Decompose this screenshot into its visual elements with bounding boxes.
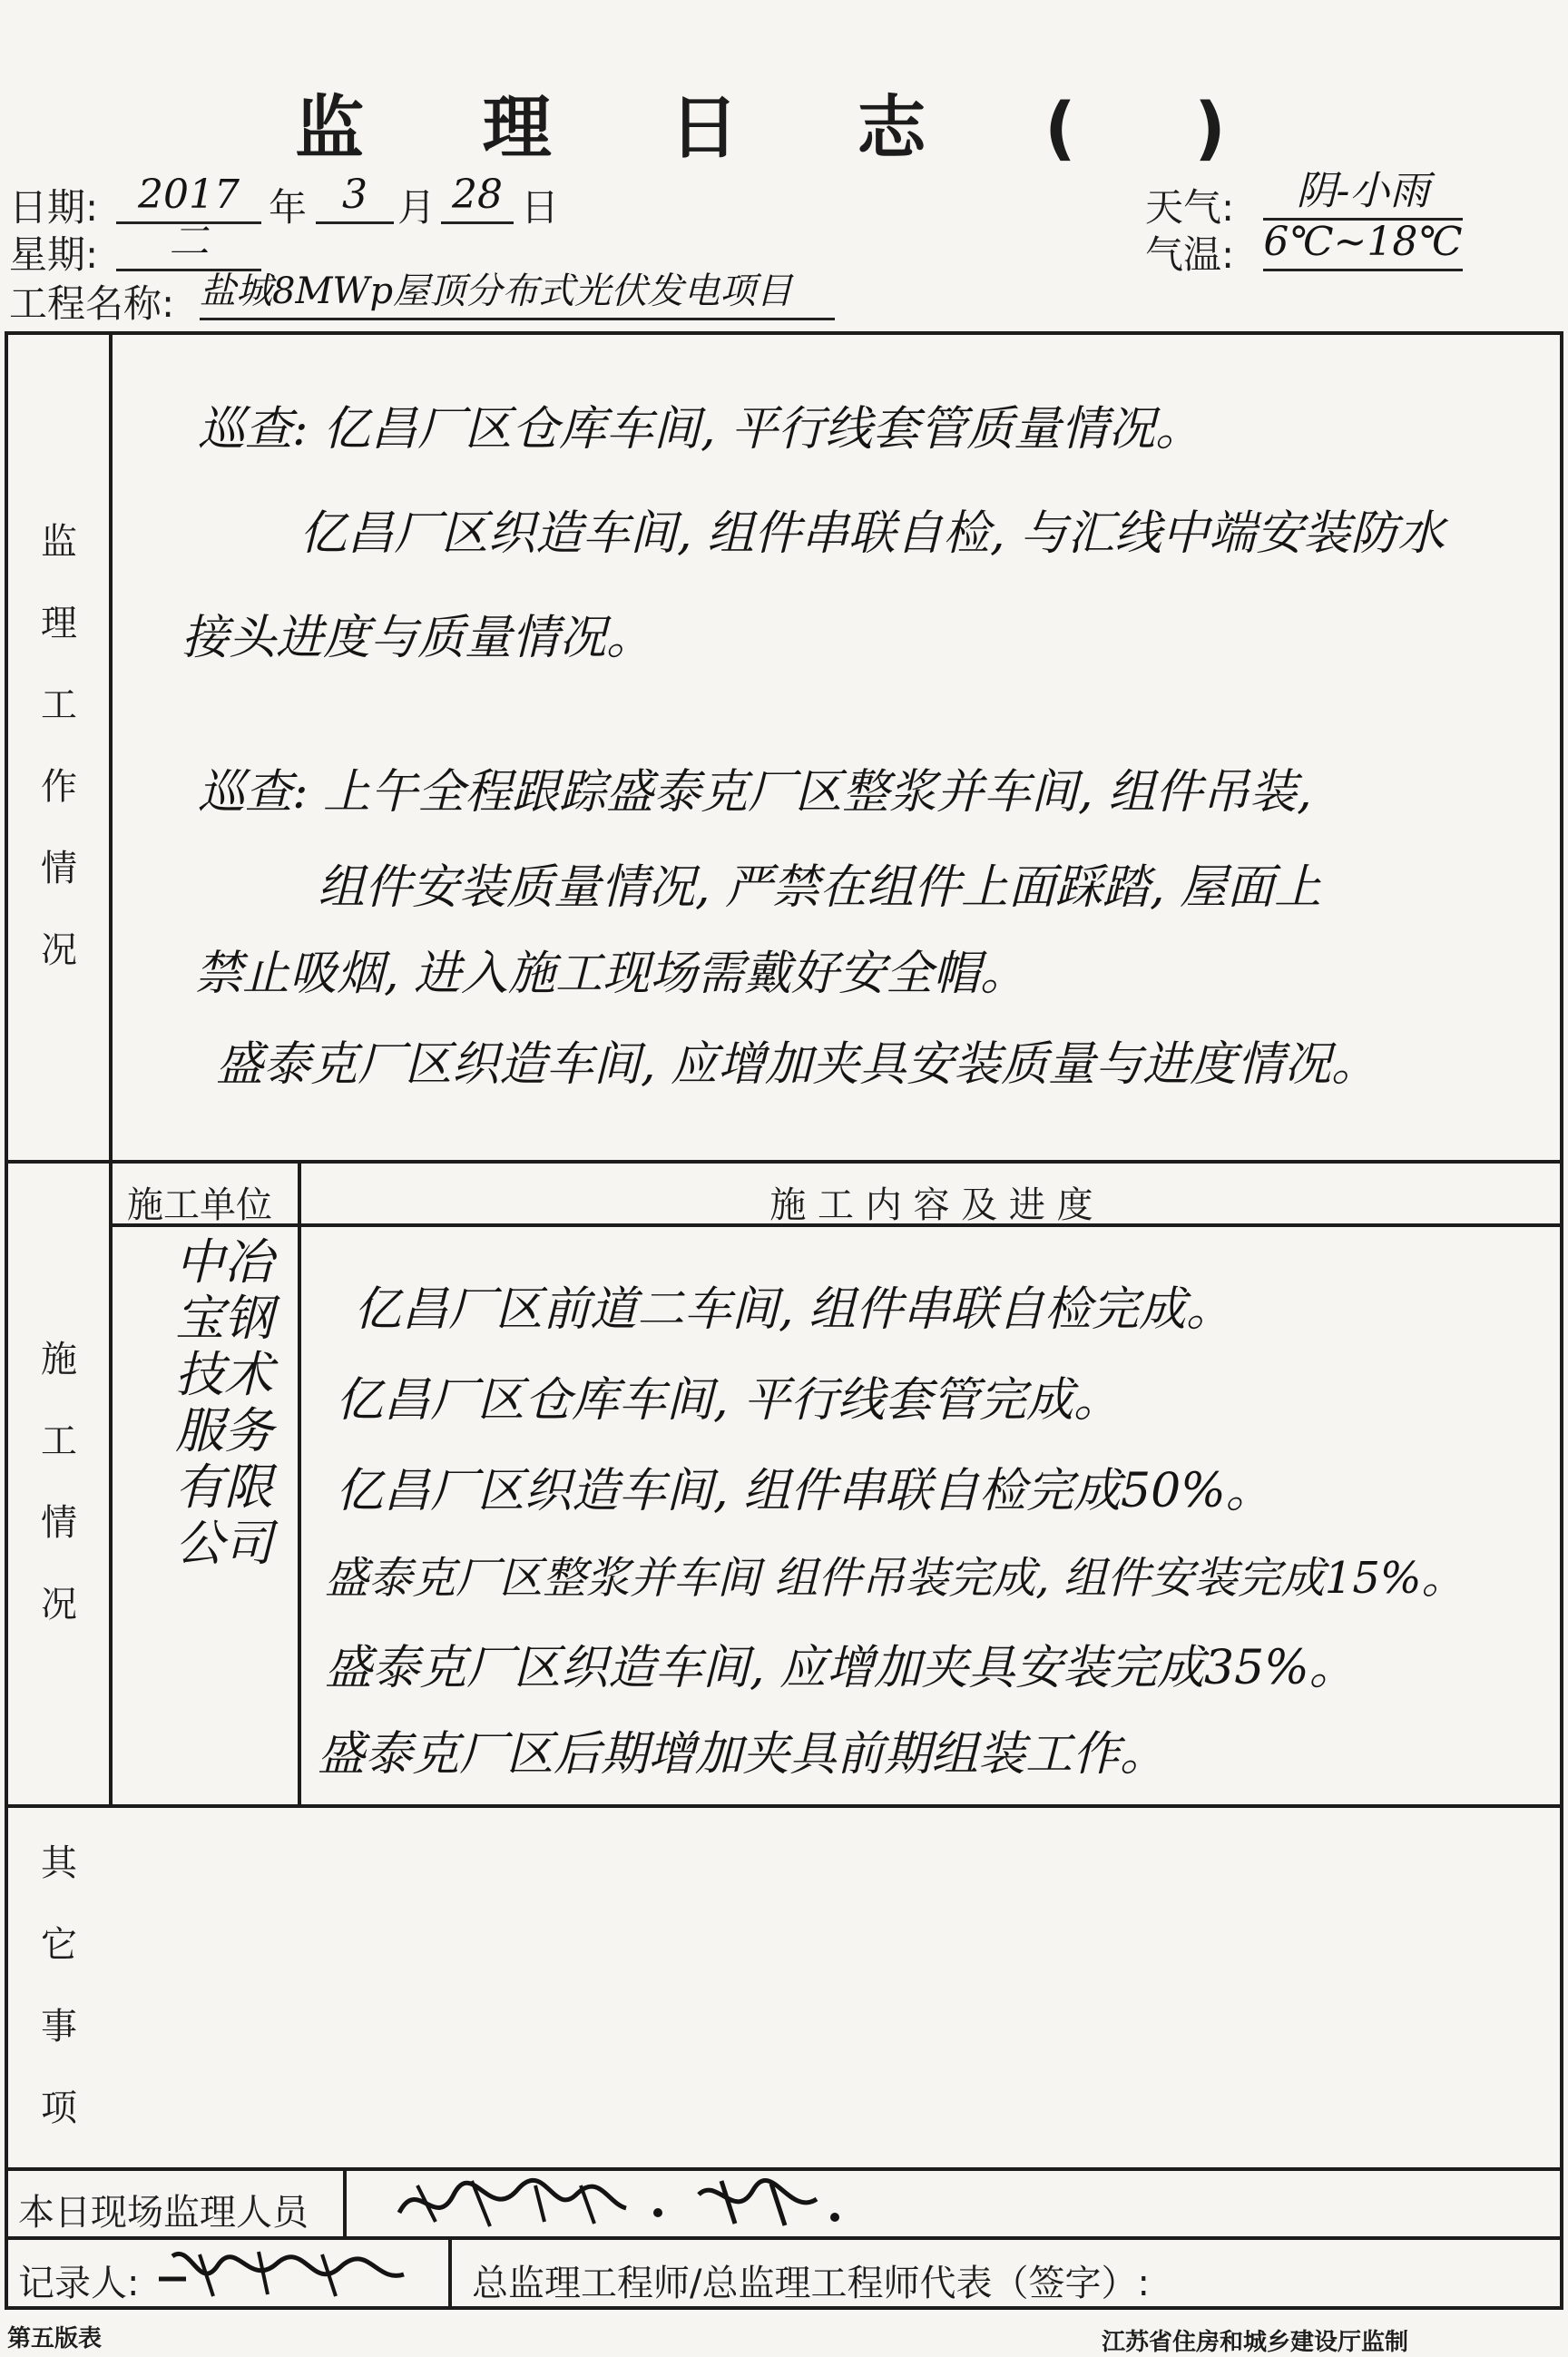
weather-label: 天气:	[1145, 185, 1235, 230]
supervision-work-label	[9, 331, 109, 1160]
divider-left-column	[109, 331, 113, 1806]
date-month-value: 3	[316, 169, 394, 224]
chief-engineer-label: 总监理工程师/总监理工程师代表（签字）:	[472, 2263, 1150, 2304]
construction-line-6: 盛泰克厂区后期增加夹具前期组装工作。	[318, 1727, 1168, 1782]
construction-label	[9, 1160, 109, 1804]
construction-line-4: 盛泰克厂区整浆并车间 组件吊装完成, 组件安装完成15%。	[325, 1553, 1465, 1604]
other-label	[9, 1804, 109, 2167]
side-label-char: 它	[41, 1924, 77, 1966]
staff-label: 本日现场监理人员	[18, 2192, 309, 2234]
temperature-value: 6℃~18℃	[1263, 216, 1463, 271]
side-label-char: 其	[41, 1842, 77, 1884]
side-label-char: 工	[41, 683, 77, 726]
project-label: 工程名称:	[9, 281, 175, 326]
side-label-char: 项	[41, 2087, 77, 2129]
divider-staff-label	[343, 2167, 347, 2238]
staff-signature	[381, 2167, 889, 2238]
weekday-label: 星期:	[9, 232, 99, 277]
construction-line-5: 盛泰克厂区织造车间, 应增加夹具安装完成35%。	[325, 1641, 1357, 1695]
work-line-1: 巡查: 亿昌厂区仓库车间, 平行线套管质量情况。	[198, 402, 1203, 457]
side-label-char: 情	[41, 847, 77, 889]
content-header: 施 工 内 容 及 进 度	[769, 1184, 1093, 1226]
work-line-3: 接头进度与质量情况。	[181, 611, 654, 665]
construction-line-3: 亿昌厂区织造车间, 组件串联自检完成50%。	[336, 1464, 1273, 1518]
side-label-char: 作	[41, 765, 77, 808]
other-label-text	[41, 1822, 77, 2149]
unit-header: 施工单位	[127, 1184, 272, 1226]
divider-work-construction	[5, 1160, 1563, 1164]
supervision-work-label-text	[41, 501, 77, 991]
work-line-2: 亿昌厂区织造车间, 组件串联自检, 与汇线中端安装防水	[299, 506, 1446, 561]
side-label-char: 监	[41, 520, 77, 563]
side-label-char: 事	[41, 2006, 77, 2048]
divider-recorder	[448, 2236, 452, 2310]
construction-unit-name: 中冶宝钢技术服务有限公司	[175, 1233, 273, 1572]
temperature-label: 气温:	[1145, 232, 1235, 277]
construction-line-2: 亿昌厂区仓库车间, 平行线套管完成。	[336, 1373, 1122, 1428]
weekday-value: 二	[116, 216, 261, 271]
recorder-label: 记录人:	[18, 2263, 140, 2304]
date-label: 日期:	[9, 185, 99, 230]
year-unit: 年	[269, 185, 308, 230]
month-unit: 月	[397, 185, 436, 230]
side-label-char: 况	[41, 1584, 77, 1625]
page-title: 监 理 日 志 ( )	[295, 87, 1273, 168]
work-line-4: 巡查: 上午全程跟踪盛泰克厂区整浆并车间, 组件吊装,	[198, 765, 1312, 820]
divider-unit-column	[298, 1160, 301, 1806]
side-label-char: 施	[41, 1339, 77, 1380]
weather-value: 阴-小雨	[1263, 165, 1463, 221]
divider-construction-other	[5, 1804, 1563, 1808]
day-unit: 日	[521, 185, 560, 230]
side-label-char: 工	[41, 1420, 77, 1462]
date-day-value: 28	[441, 169, 514, 224]
side-label-char: 理	[41, 602, 77, 644]
side-label-char: 况	[41, 928, 77, 971]
project-value: 盐城8MWp屋顶分布式光伏发电项目	[200, 265, 835, 320]
issuer-note: 江苏省住房和城乡建设厅监制	[1102, 2329, 1409, 2356]
work-line-6: 禁止吸烟, 进入施工现场需戴好安全帽。	[195, 947, 1028, 1001]
construction-label-text	[41, 1319, 77, 1645]
date-year-value: 2017	[116, 169, 261, 224]
work-line-5: 组件安装质量情况, 严禁在组件上面踩踏, 屋面上	[318, 860, 1322, 915]
edition-note: 第五版表	[7, 2325, 103, 2352]
construction-line-1: 亿昌厂区前道二车间, 组件串联自检完成。	[354, 1282, 1234, 1337]
work-line-7: 盛泰克厂区织造车间, 应增加夹具安装质量与进度情况。	[216, 1037, 1379, 1092]
side-label-char: 情	[41, 1502, 77, 1544]
recorder-signature	[150, 2238, 422, 2309]
